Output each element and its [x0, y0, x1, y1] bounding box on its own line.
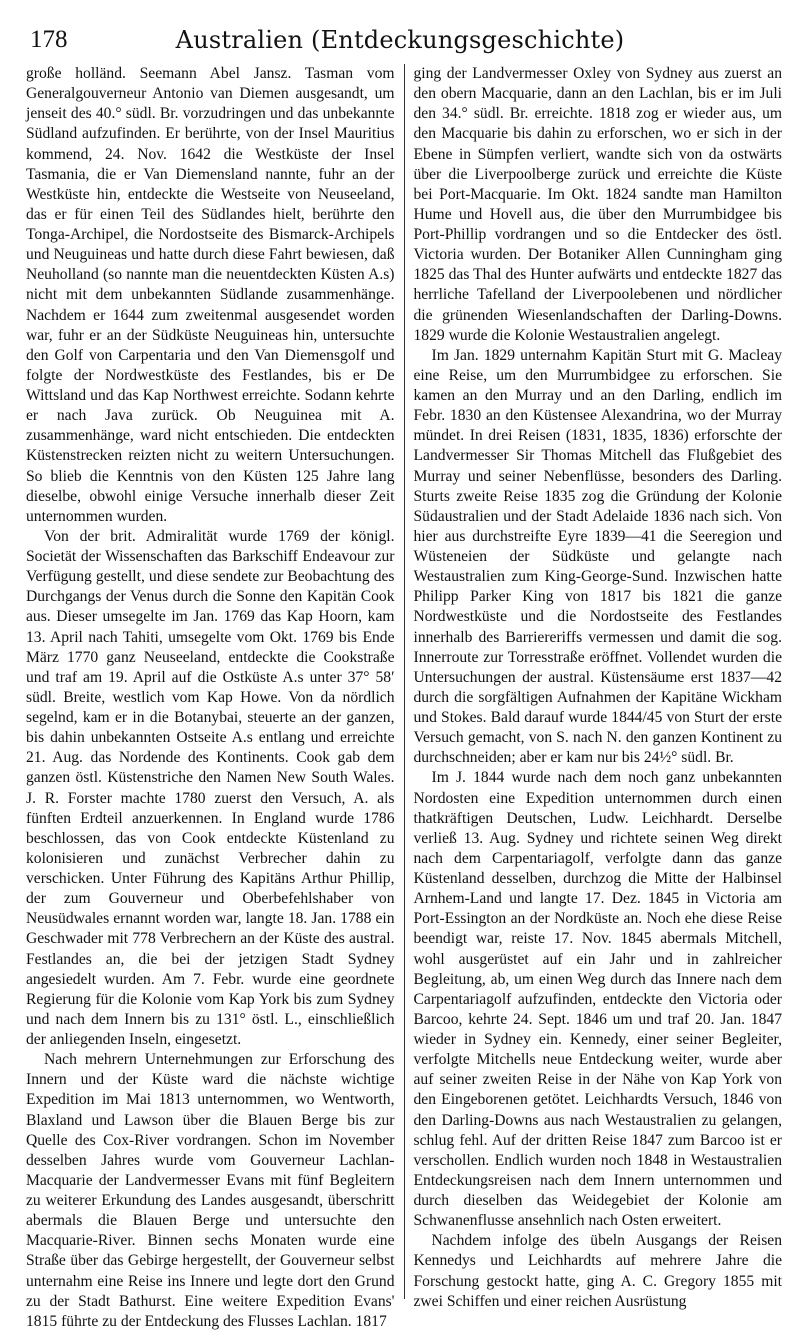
paragraph: Im Jan. 1829 unternahm Kapitän Sturt mit G. Macleay eine Reise, um den Murrumbidgee zu erforschen. Sie kamen an den Murray und an den Darling, endlich im Febr. 1830 an den Küstensee Alexandrina, wo der Murray mündet. In drei Reisen (1831, 1835, 1836) erforschte der Landvermesser Sir Thomas Mitchell das Flußgebiet des Murray und seiner Nebenflüsse, besonders des Darling. Sturts zweite Reise 1835 zog die Gründung der Kolonie Südaustralien und der Stadt Adelaide 1836 nach sich. Von hier aus durchstreifte Eyre 1839—41 die Seeregion und Wüsteneien der Südküste und gelangte nach Westaustralien zum King-George-Sund. Inzwischen hatte Philipp Parker King von 1817 bis 1821 die ganze Nordwestküste und die Nordostseite des Festlandes innerhalb des Barriereriffs vermessen und damit die sog. Innerroute zur Torresstraße eröffnet. Vollendet wurden die Untersuchungen der austral. Küstensäume erst 1837—42 durch die sorgfältigen Aufnahmen der Kapitäne Wickham und Stokes. Bald darauf wurde 1844/45 von Sturt der erste Versuch gemacht, von S. nach N. den ganzen Kontinent zu durchschneiden; aber er kam nur bis 24½° südl. Br. — [413, 346, 782, 767]
page-number: 178 — [30, 26, 68, 53]
text-columns — [26, 64, 782, 1330]
paragraph: Nach mehrern Unternehmungen zur Erforschung des Innern und der Küste ward die nächste wichtige Expedition im Mai 1813 unternommen, wo Wentworth, Blaxland und Lawson über die Blauen Berge bis zur Quelle des Cox-River vordrangen. Schon im November desselben Jahres wurde vom Gouverneur Lachlan-Macquarie der Landvermesser Evans mit fünf Begleitern zu weiterer Erkundung des Landes ausgesandt, überschritt abermals die Blauen Berge und untersuchte den Macquarie-River. Binnen sechs Monaten wurde eine Straße über das Gebirge hergestellt, der Gouverneur selbst unternahm eine Reise ins Innere und legte dort den Grund zu der Stadt Bathurst. Eine weitere Expedition Evans' 1815 führte zu der Entdeckung des Flusses Lachlan. 1817 — [26, 1051, 395, 1330]
paragraph: große holländ. Seemann Abel Jansz. Tasman vom Generalgouverneur Antonio van Diemen ausgesandt, um jenseit des 40.° südl. Br. vorzudringen und das unbekannte Südland aufzufinden. Er berührte, von der Insel Mauritius kommend, 24. Nov. 1642 die Westküste der Insel Tasmania, die er Van Diemensland nannte, fuhr an der Westküste hin, entdeckte die Westseite von Neuseeland, das er für einen Teil des Südlandes hielt, berührte den Tonga-Archipel, die Nordostseite des Bismarck-Archipels und Neuguineas und hatte durch diese Fahrt bewiesen, daß Neuholland (so nannte man die neuentdeckten Küsten A.s) nicht mit dem unbekannten Südlande zusammenhänge. Nachdem er 1644 zum zweitenmal ausgesendet worden war, fuhr er an der Südküste Neuguineas hin, untersuchte den Golf von Carpentaria und den Van Diemensgolf und folgte der Nordwestküste des Festlandes, bis er De Wittsland und das Kap Northwest erreichte. Sodann kehrte er nach Java zurück. Ob Neuguinea mit A. zusammenhänge, ward nicht entschieden. Die entdeckten Küstenstrecken reizten nicht zu weitern Untersuchungen. So blieb die Kenntnis von den Küsten 125 Jahre lang dieselbe, obwohl einige Versuche innerhalb dieser Zeit unternommen wurden. — [26, 65, 395, 525]
right-column — [405, 64, 783, 1310]
paragraph: Im J. 1844 wurde nach dem noch ganz unbekannten Nordosten eine Expedition unternommen durch einen thatkräftigen Deutschen, Ludw. Leichhardt. Derselbe verließ 13. Aug. Sydney und richtete seinen Weg direkt nach dem Carpentariagolf, verfolgte dann das ganze Küstenland desselben, durchzog die Mitte der Halbinsel Arnhem-Land und langte 17. Dez. 1845 in Victoria am Port-Essington an der Nordküste an. Noch ehe diese Reise beendigt war, reiste 17. Nov. 1845 abermals Mitchell, wohl ausgerüstet auf ein Jahr und in zahlreicher Begleitung, ab, um einen Weg durch das Innere nach dem Carpentariagolf aufzufinden, entdeckte den Victoria oder Barcoo, kehrte 24. Sept. 1846 um und traf 20. Jan. 1847 wieder in Sydney ein. Kennedy, einer seiner Begleiter, verfolgte Mitchells neue Entdeckung weiter, wurde aber auf seiner zweiten Reise in der Nähe von Kap York von den Eingeborenen getötet. Leichhardts Versuch, 1846 von den Darling-Downs aus nach Westaustralien zu gelangen, schlug fehl. Auf der dritten Reise 1847 zum Barcoo ist er verschollen. Endlich wurden noch 1848 in Westaustralien Entdeckungsreisen nach dem Innern unternommen und durch dieselben das Weidegebiet der Kolonie am Schwanenflusse ansehnlich nach Osten erweitert. — [413, 769, 782, 1230]
paragraph: ging der Landvermesser Oxley von Sydney aus zuerst an den obern Macquarie, dann an den Lachlan, bis er im Juli den 34.° südl. Br. erreichte. 1818 zog er wieder aus, um den Macquarie bis dahin zu erforschen, wo er sich in der Ebene in Sümpfen verliert, wandte sich von da ostwärts über die Liverpoolberge zurück und erreichte die Küste bei Port-Macquarie. Im Okt. 1824 sandte man Hamilton Hume und Hovell aus, die über den Murrumbidgee bis Port-Phillip vordrangen und so die Entdecker des östl. Victoria wurden. Der Botaniker Allen Cunningham ging 1825 das Thal des Hunter aufwärts und entdeckte 1827 das herrliche Tafelland der Liverpoolebenen und nördlicher die grünenden Wiesenlandschaften der Darling-Downs. 1829 wurde die Kolonie Westaustralien angelegt. — [413, 65, 782, 344]
paragraph: Von der brit. Admiralität wurde 1769 der königl. Societät der Wissenschaften das Barkschiff Endeavour zur Verfügung gestellt, und diese sendete zur Beobachtung des Durchgangs der Venus durch die Sonne den Kapitän Cook aus. Dieser umsegelte im Jan. 1769 das Kap Hoorn, kam 13. April nach Tahiti, umsegelte vom Okt. 1769 bis Ende März 1770 ganz Neuseeland, entdeckte die Cookstraße und traf am 19. April auf die Ostküste A.s unter 37° 58′ südl. Breite, westlich vom Kap Howe. Von da nördlich segelnd, kam er in die Botanybai, steuerte an der ganzen, bis dahin unbekannten Ostseite A.s entlang und erreichte 21. Aug. das Nordende des Kontinents. Cook gab dem ganzen östl. Küstenstriche den Namen New South Wales. J. R. Forster machte 1780 zuerst den Versuch, A. als fünften Erdteil anzuerkennen. In England wurde 1786 beschlossen, das von Cook entdeckte Küstenland zu kolonisieren und zunächst Verbrecher dahin zu verschicken. Unter Führung des Kapitäns Arthur Phillip, der zum Gouverneur und Oberbefehlshaber von Neusüdwales ernannt worden war, langte 18. Jan. 1788 ein Geschwader mit 778 Verbrechern an der Küste des austral. Festlandes an, die bei der jetzigen Stadt Sydney angesiedelt wurden. Am 7. Febr. wurde eine geordnete Regierung für die Kolonie vom Kap York bis zum Sydney und nach dem Innern bis zu 131° östl. L., einschließlich der anliegenden Inseln, eingesetzt. — [26, 527, 395, 1048]
page-header — [26, 18, 774, 64]
running-head: Australien (Entdeckungsgeschichte) — [175, 26, 625, 54]
paragraph: Nachdem infolge des übeln Ausgangs der Reisen Kennedys und Leichhardts auf mehrere Jahre die Forschung gestockt hatte, ging A. C. Gregory 1855 mit zwei Schiffen und einer reichen Ausrüstung — [413, 1232, 782, 1310]
left-column — [26, 64, 404, 1330]
